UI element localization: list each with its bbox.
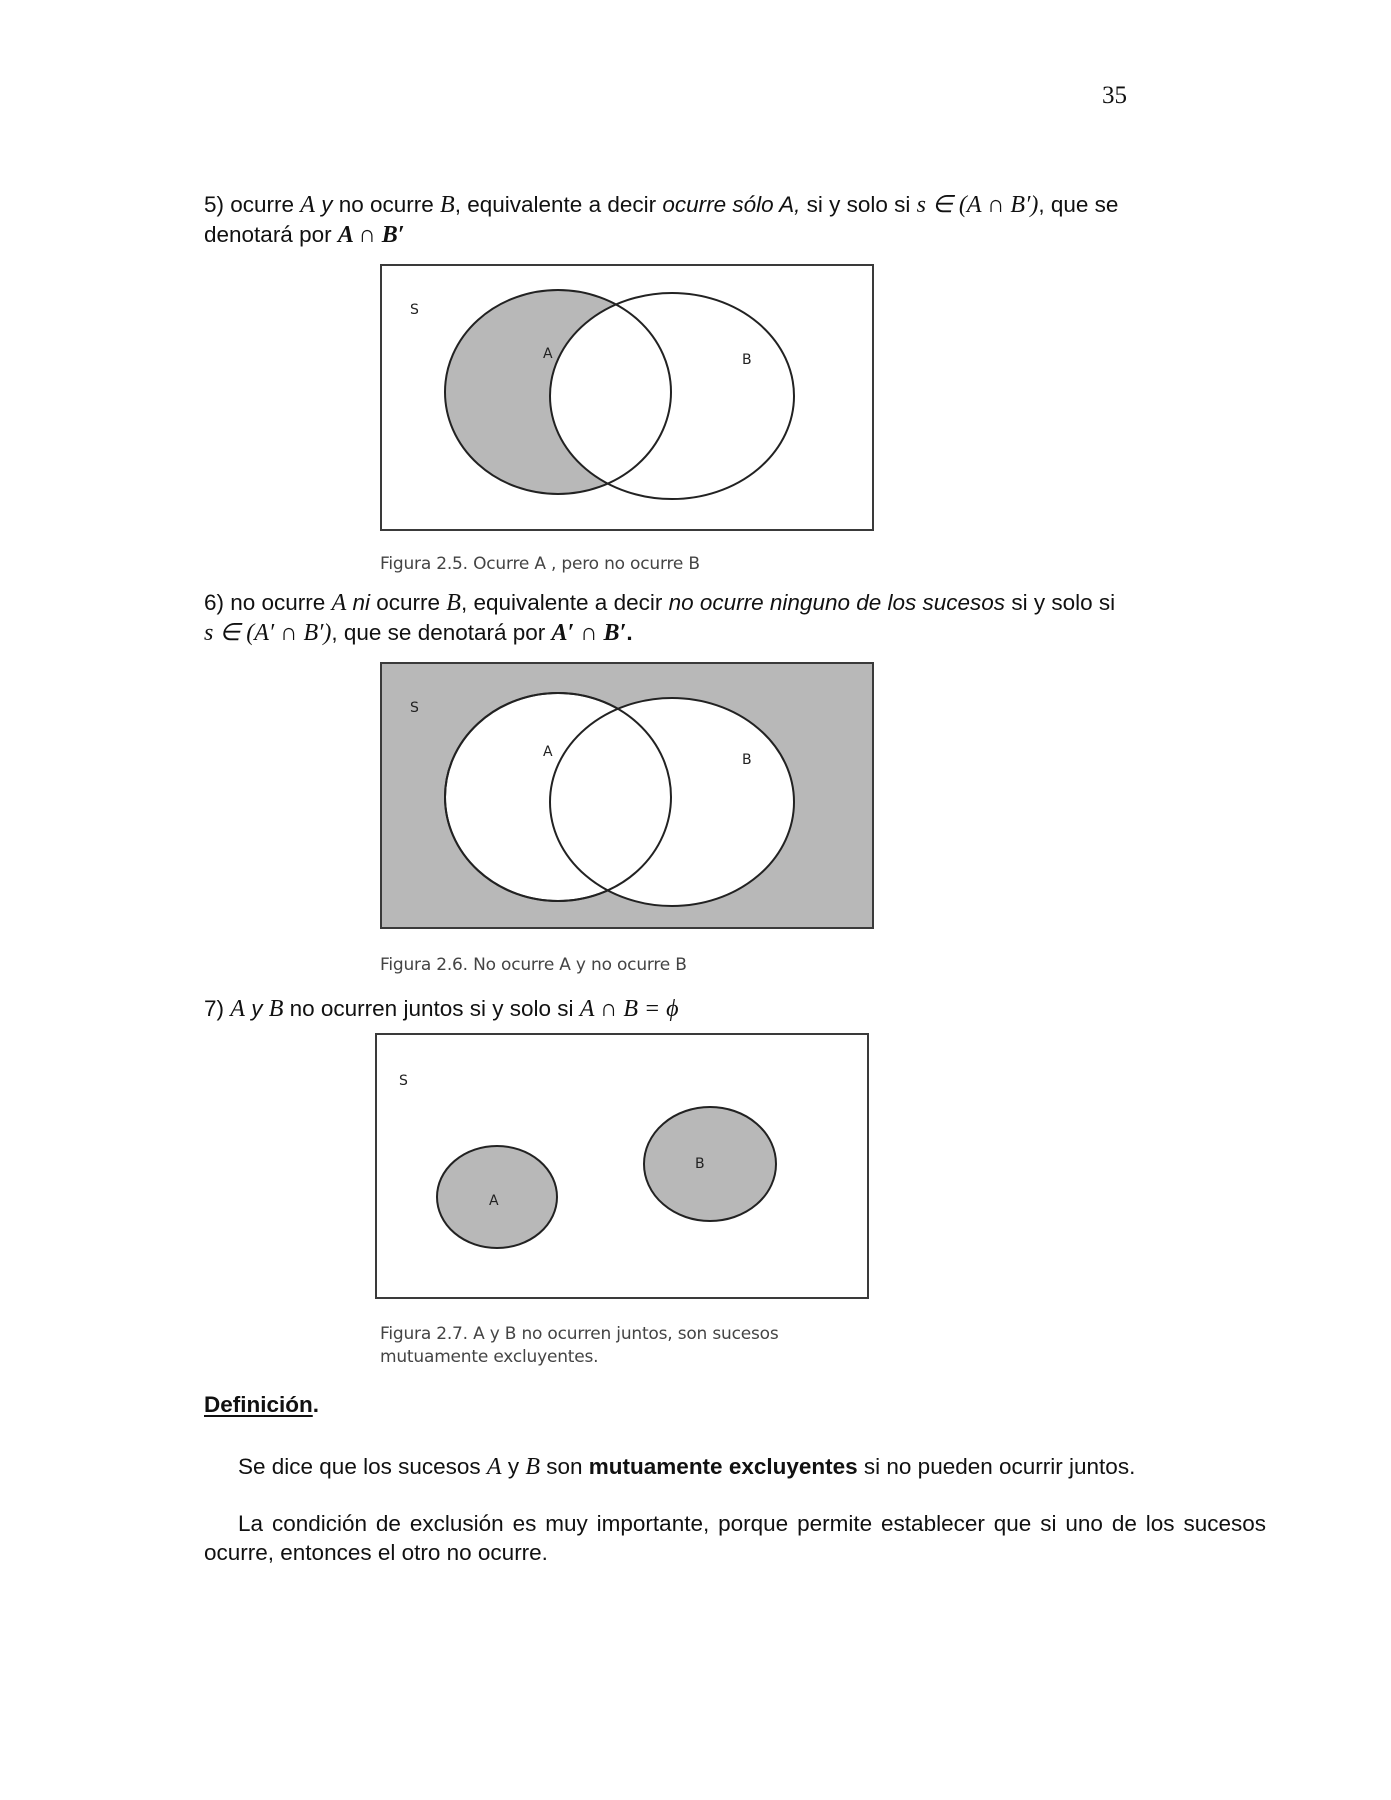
venn-figure-2-7 [375, 1033, 869, 1299]
var-a: A [331, 590, 347, 616]
universe-label: S [410, 700, 419, 716]
italic-phrase: ocurre sólo A, [662, 192, 801, 217]
set-b-circle [644, 1107, 776, 1221]
definition-paragraph-1: Se dice que los sucesos A y B son mutuamente excluyentes si no pueden ocurrir juntos. [238, 1454, 1136, 1480]
set-a-label: A [543, 346, 553, 362]
var-a: A [300, 192, 315, 218]
var-b: B [446, 590, 461, 616]
var-b: B [440, 192, 455, 218]
set-a-label: A [489, 1193, 499, 1209]
definition-paragraph-2: La condición de exclusión es muy importante, porque permite establecer que si uno de los sucesos ocurre, entonces el otro no ocurre. [204, 1511, 1266, 1565]
set-b-label: B [695, 1156, 705, 1172]
var-b: B [268, 996, 284, 1022]
figure-2-7-caption: Figura 2.7. A y B no ocurren juntos, son sucesos mutuamente excluyentes. [380, 1324, 779, 1367]
venn-diagram-complement-union [382, 664, 872, 927]
universe-label: S [410, 302, 419, 318]
venn-diagram-a-minus-b [382, 266, 872, 529]
var-a: A [230, 996, 245, 1022]
set-b-label: B [742, 752, 752, 768]
figure-2-6-caption: Figura 2.6. No ocurre A y no ocurre B [380, 955, 687, 975]
notation: A ∩ B′ [337, 222, 405, 248]
set-a-label: A [543, 744, 553, 760]
venn-diagram-disjoint-sets [377, 1035, 867, 1297]
italic-phrase: no ocurre ninguno de los sucesos [668, 590, 1006, 615]
universe-label: S [399, 1073, 408, 1089]
notation: A′ ∩ B′ [551, 620, 627, 646]
venn-figure-2-5 [380, 264, 874, 531]
math-expression: s ∈ (A′ ∩ B′) [204, 620, 332, 646]
key-term: mutuamente excluyentes [588, 1454, 858, 1479]
set-b-circle [550, 698, 794, 906]
definition-heading: Definición. [204, 1392, 320, 1417]
page-number: 35 [1102, 82, 1127, 109]
venn-figure-2-6 [380, 662, 874, 929]
math-expression: s ∈ (A ∩ B′) [916, 192, 1039, 218]
set-a-only-region [445, 290, 671, 494]
item-5-text: 5) ocurre A y no ocurre B, equivalente a decir ocurre sólo A, si y solo si s ∈ (A ∩ B′), que se denotará por A ∩ B′ [204, 192, 1119, 248]
var-b: B [525, 1454, 541, 1480]
var-a: A [486, 1454, 502, 1480]
figure-2-5-caption: Figura 2.5. Ocurre A , pero no ocurre B [380, 554, 700, 574]
set-b-label: B [742, 352, 752, 368]
item-6-text: 6) no ocurre A ni ocurre B, equivalente a decir no ocurre ninguno de los sucesos si y solo si s ∈ (A′ ∩ B′), que se denotará por A′ ∩ B′. [204, 590, 1116, 646]
item-7-text: 7) A y B no ocurren juntos si y solo si A ∩ B = ϕ [204, 996, 679, 1022]
math-expression: A ∩ B = ϕ [579, 996, 679, 1022]
